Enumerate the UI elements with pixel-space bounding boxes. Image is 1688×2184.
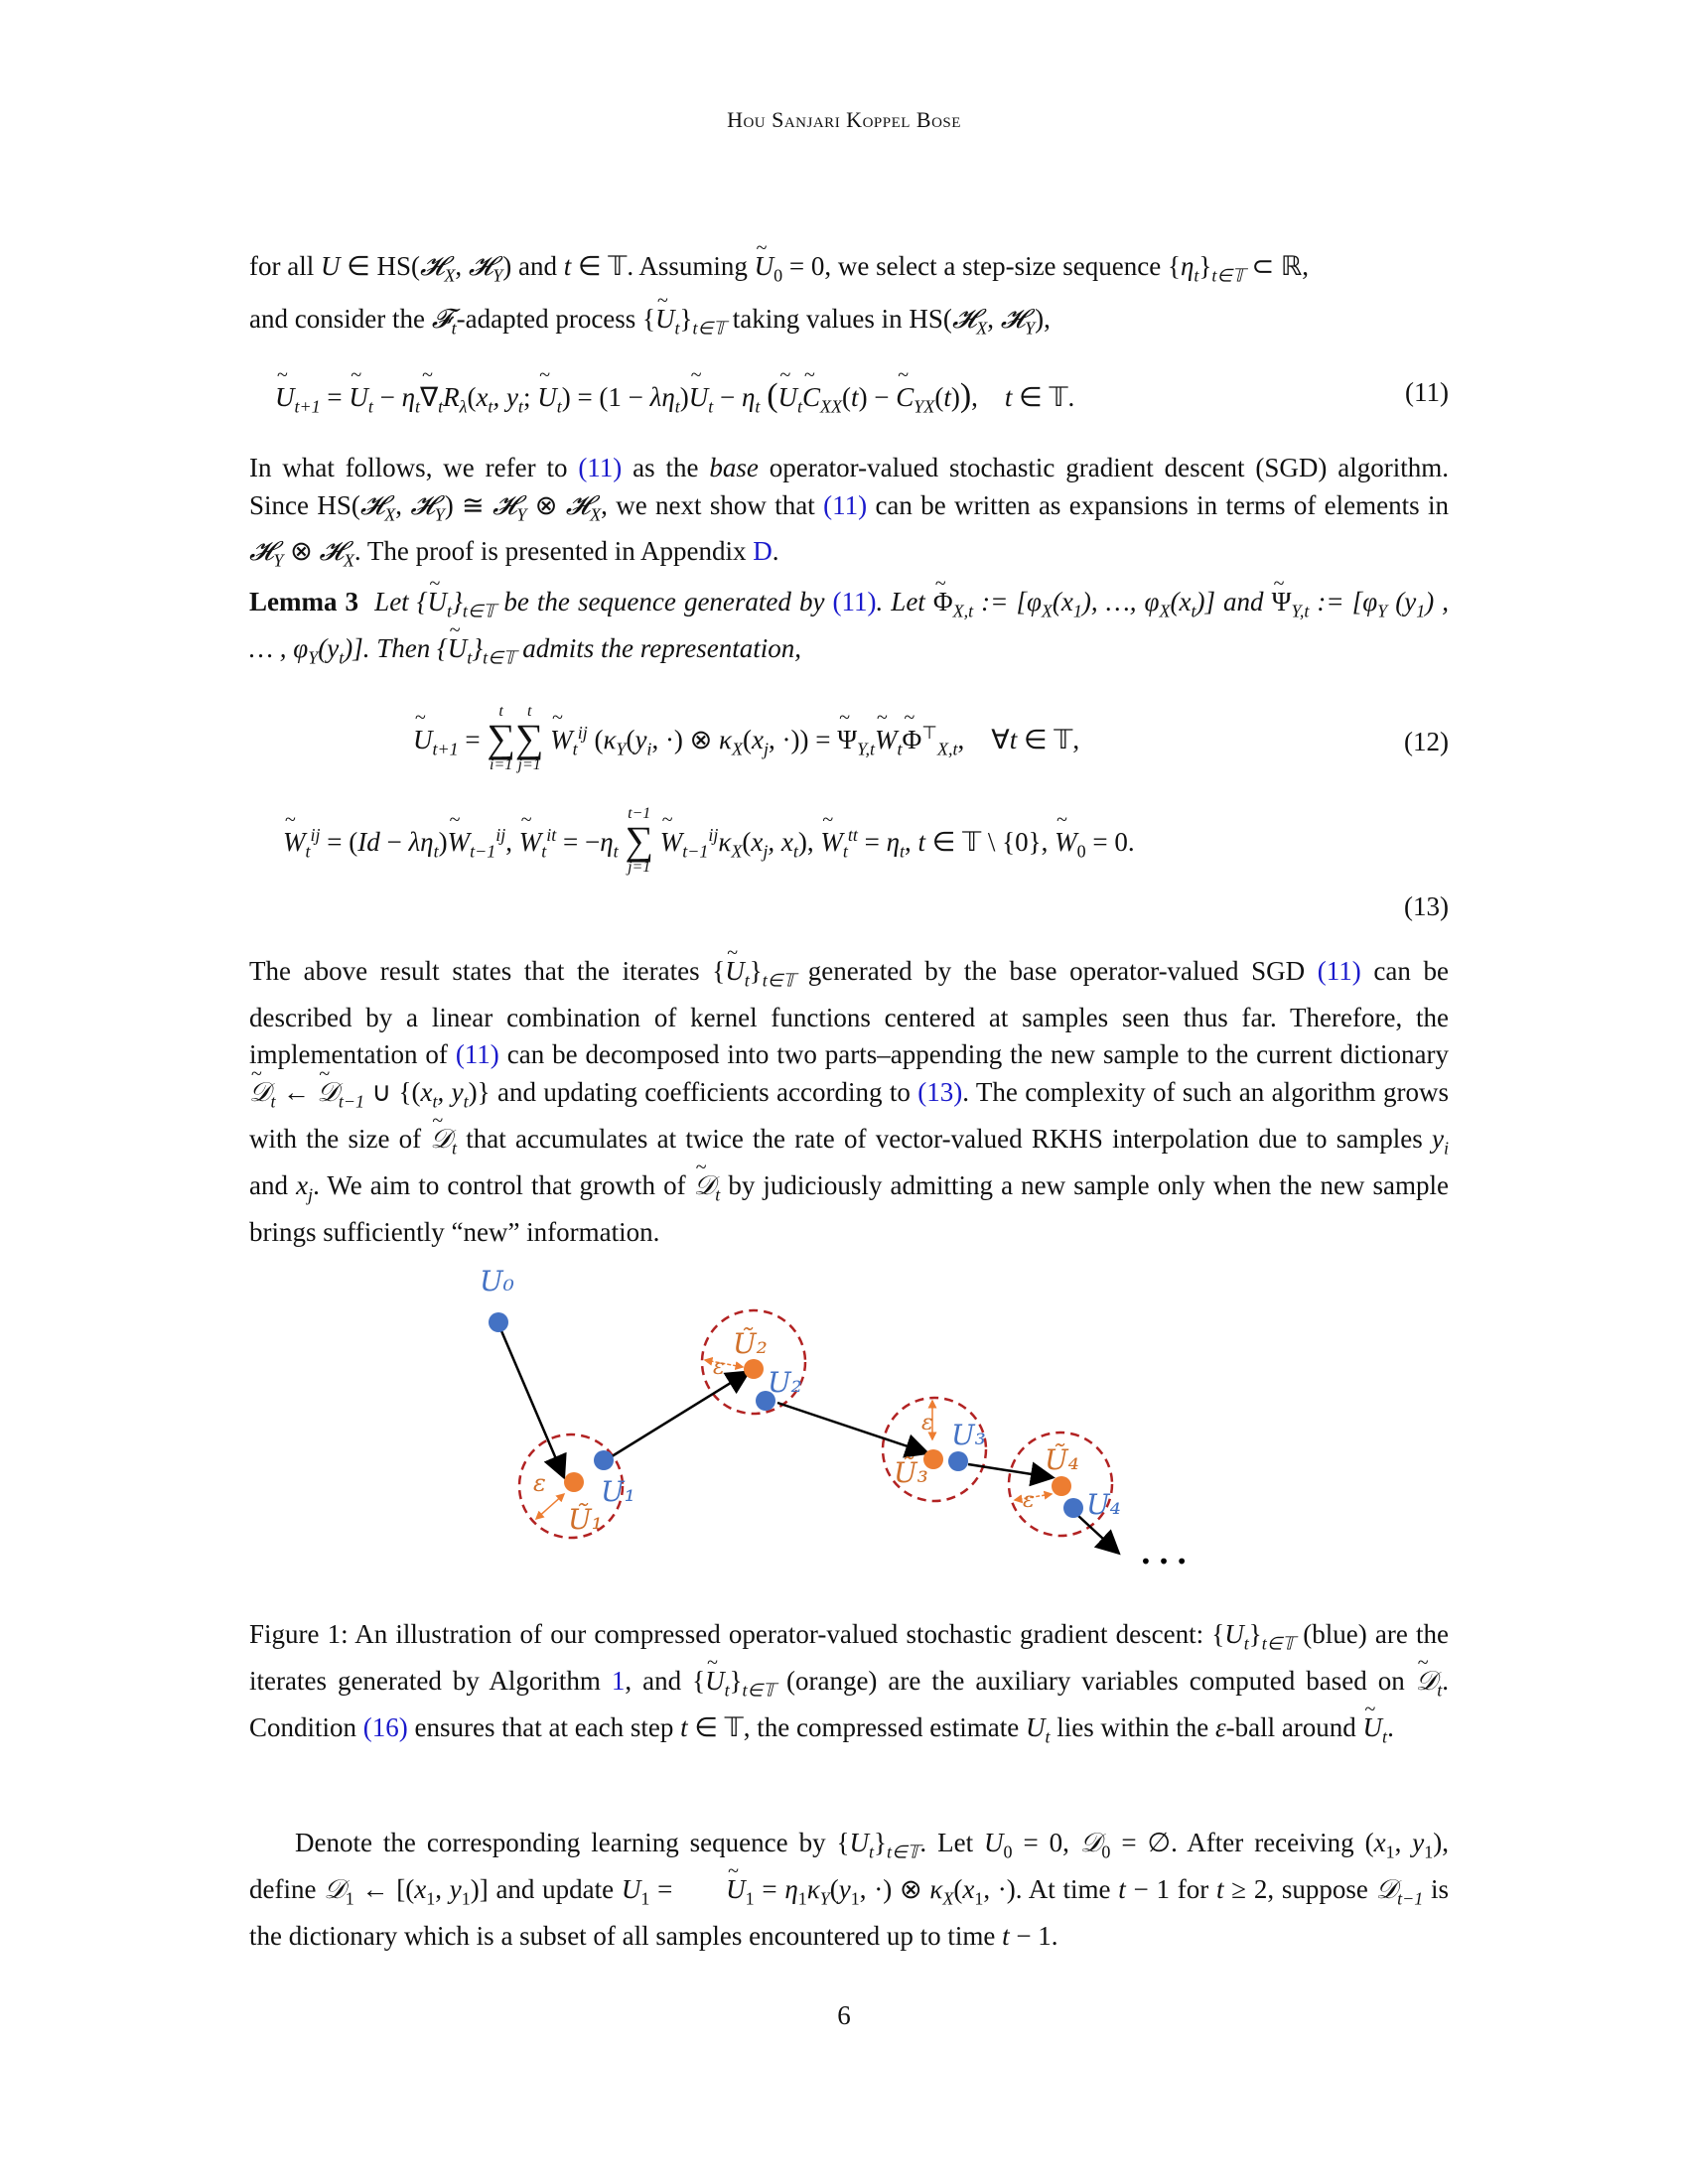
svg-text:U₁: U₁ [601, 1475, 635, 1508]
iterate-point-0 [489, 1312, 508, 1332]
lemma-3: Lemma 3 Let {~ $U_t\}_{t\in 𝕋}$ be the sequence generated by (11). Let ~ $\Phi_{X,t}$ := [$\varphi_X(x_1)$, …, $\varphi_X(x_t)$] and ~ $\Psi_{Y,t}$ := [$\varphi_Y$ $(y_1)$ , … , $\varphi_Y(y_t)$]. Then {~ $U_t\}_{t\in 𝕋}$ admits the representation, [249, 584, 1449, 677]
algorithm-link[interactable]: 1 [611, 1665, 626, 1696]
svg-text:Ũ₁: Ũ₁ [568, 1503, 603, 1536]
paragraph-learning-sequence: Denote the corresponding learning sequence by $\{U_t\}_{t\in 𝕋}$. Let $U_0 = 0$, 𝒟$_0$ = ∅. After receiving ($x_1$, $y_1$), define 𝒟$_1$ ← [($x_1$, $y_1$)] and update $U_1$ = ~ $U_1 = \eta_1\kappa_Y(y_1$, ·) ⊗ $\kappa_X(x_1$, ·). At time t − 1 for t ≥ 2, suppose 𝒟$_{t-1}$ is the dictionary which is a subset of all samples encountered up to time t − 1. [249, 1825, 1449, 1955]
svg-text:U₀: U₀ [480, 1265, 514, 1297]
svg-text:ε: ε [713, 1355, 725, 1380]
svg-text:ε: ε [533, 1469, 546, 1497]
equation-ref-link[interactable]: (13) [917, 1076, 963, 1107]
equation-13: ~ $W_t^{ij} = (Id$ − $\lambda\eta_t)\sim$ $W_{t-1}^{ij}$, ~ $W_t^{it} = -\eta_t$ t−1 ∑ j=1 ~ $W_{t-1}^{ij}\kappa_X(x_j$, $x_t$), ~ $W_t^{tt} = \eta_t$, t ∈ 𝕋 \ {0}, ~ $W_0 = 0$. (13) [249, 799, 1449, 918]
page-number: 6 [837, 2000, 851, 2030]
svg-text:Ũ₄: Ũ₄ [1045, 1443, 1079, 1476]
paragraph-intro: for all U ∈ HS(𝓗$_X$, 𝓗$_Y$) and t ∈ 𝕋. Assuming ~ $U_0 = 0$, we select a step-size sequence $\{\eta_t\}_{t\in 𝕋}$ ⊂ ℝ, and consider the 𝓕$_t$-adapted process {~ $U_t\}_{t\in 𝕋}$ taking values in HS(𝓗$_X$, 𝓗$_Y$), [249, 248, 1449, 347]
lemma-label: Lemma 3 [249, 587, 359, 616]
iterate-point-3 [948, 1451, 968, 1471]
appendix-link[interactable]: D [753, 536, 773, 567]
aux-point-4 [1052, 1476, 1071, 1496]
equation-ref-link[interactable]: (16) [362, 1711, 408, 1742]
equation-ref-link[interactable]: (11) [823, 489, 868, 520]
figure-compressed-sgd-illustration [467, 1256, 1221, 1603]
ellipsis: • • • [1140, 1550, 1189, 1573]
iterate-point-4 [1063, 1498, 1083, 1518]
svg-text:ε: ε [921, 1411, 933, 1435]
equation-ref-link[interactable]: (11) [1317, 956, 1361, 986]
aux-point-2 [744, 1359, 764, 1379]
svg-text:U₄: U₄ [1086, 1488, 1121, 1521]
svg-text:Ũ₂: Ũ₂ [733, 1327, 768, 1360]
equation-ref-link[interactable]: (11) [578, 453, 623, 482]
equation-number: (11) [1405, 377, 1449, 407]
svg-text:ε: ε [1023, 1488, 1035, 1513]
figure-caption: Figure 1: An illustration of our compressed operator-valued stochastic gradient descent: $\{U_t\}_{t\in 𝕋}$ (blue) are the iterates generated by Algorithm 1, and {~ $U_t\}_{t\in 𝕋}$ (orange) are the auxiliary variables computed based on ~ 𝒟$_t$. Condition (16) ensures that at each step t ∈ 𝕋, the compressed estimate $U_t$ lies within the ε-ball around ~ $U_t$. [249, 1616, 1449, 1756]
iterate-point-1 [594, 1450, 614, 1470]
equation-number: (13) [1404, 891, 1449, 921]
equation-ref-link[interactable]: (11) [832, 587, 877, 616]
aux-point-1 [564, 1472, 584, 1492]
equation-12: ~ $U_{t+1}$ = t ∑ i=1 t ∑ j=1 ~ $W_t^{ij}$ ($\kappa_Y(y_i$, ·) ⊗ $\kappa_X(x_j$, ·)) = ~ $\Psi_{Y,t}\sim$ $W_t\sim$ $\Phi^⊤_{X,t}$, ∀t ∈ 𝕋, (12) [249, 695, 1449, 784]
running-head: Hou Sanjari Koppel Bose [727, 107, 961, 132]
paragraph-dictionary: The above result states that the iterates {~ $U_t\}_{t\in 𝕋}$ generated by the base operator-valued SGD (11) can be described by a linear combination of kernel functions centered at samples seen thus far. Therefore, the implementation of (11) can be decomposed into two parts–appending the new sample to the current dictionary ~ 𝒟$_t$ ← ~ 𝒟$_{t-1}$ ∪ {($x_t$, $y_t$)} and updating coefficients according to (13). The complexity of such an algorithm grows with the size of ~ 𝒟$_t$ that accumulates at twice the rate of vector-valued RKHS interpolation due to samples $y_i$ and $x_j$. We aim to control that growth of ~ 𝒟$_t$ by judiciously admitting a new sample only when the new sample brings sufficiently “new” information. [249, 953, 1449, 1251]
paragraph-base-sgd: In what follows, we refer to (11) as the base operator-valued stochastic gradient descent (SGD) algorithm. Since HS(𝓗$_X$, 𝓗$_Y$) ≅ 𝓗$_Y$ ⊗ 𝓗$_X$, we next show that (11) can be written as expansions in terms of elements in 𝓗$_Y$ ⊗ 𝓗$_X$. The proof is presented in Appendix D. [249, 453, 1450, 571]
svg-text:U₃: U₃ [951, 1419, 986, 1451]
equation-ref-link[interactable]: (11) [455, 1039, 499, 1070]
svg-text:Ũ₃: Ũ₃ [894, 1456, 928, 1489]
equation-11: ~ $U_{t+1}$ = ~ $U_t$ − $\eta_t\sim$ $\nabla_tR_\lambda(x_t$, $y_t$; ~ $U_t) = (1$ − $\lambda\eta_t)\sim$ $U_t - \eta_t$ (~ $U_t\sim$ $C_{XX}(t)$ − ~ $C_{YX}(t)$), t ∈ 𝕋. (11) [249, 377, 1449, 417]
svg-text:U₂: U₂ [768, 1366, 802, 1399]
equation-number: (12) [1404, 727, 1449, 756]
